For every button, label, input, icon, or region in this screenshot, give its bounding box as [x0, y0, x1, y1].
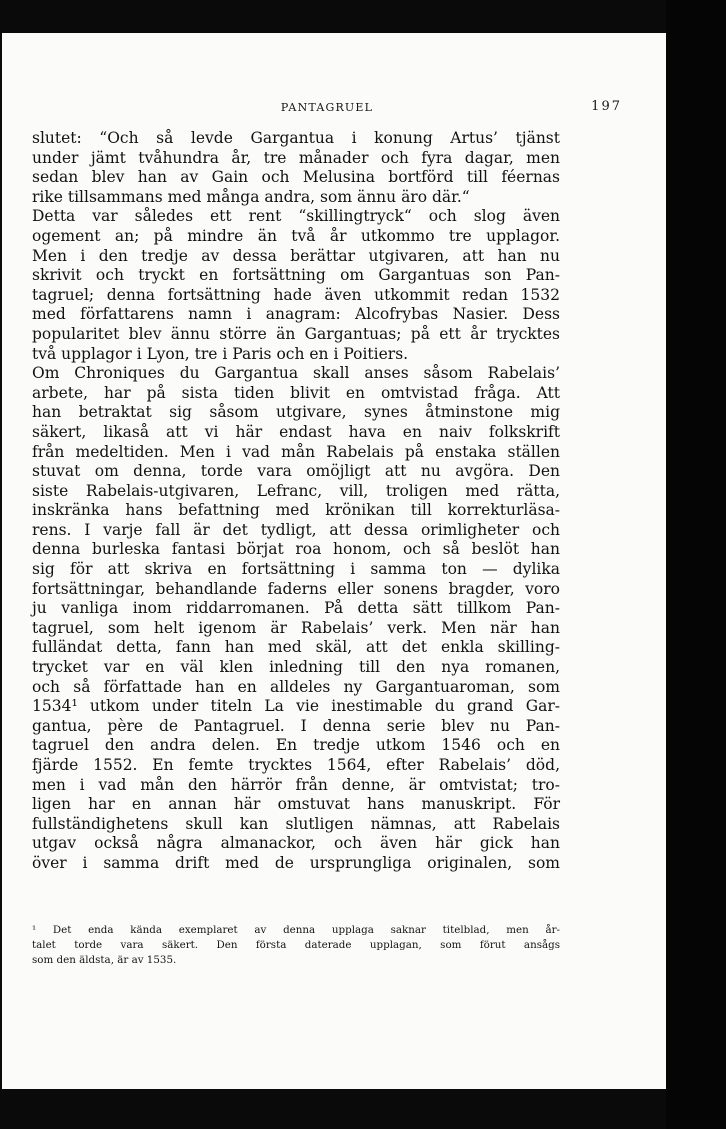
text-line: ligen har en annan här omstuvat hans manuskript. För: [32, 795, 560, 814]
text-line: rike tillsammans med många andra, som ännu äro där.“: [32, 187, 470, 206]
book-page: [2, 33, 666, 1089]
text-line: ju vanliga inom riddarromanen. På detta sätt tillkom Pan-: [32, 599, 560, 618]
footnote-line: som den äldsta, är av 1535.: [32, 954, 177, 966]
text-line: säkert, likaså att vi här endast hava en naiv folkskrift: [32, 422, 560, 441]
text-line: slutet: “Och så levde Gargantua i konung Artus’ tjänst: [32, 129, 560, 147]
text-line: 1534¹ utkom under titeln La vie inestimable du grand Gar-: [32, 697, 560, 716]
text-line: tagruel, som helt igenom är Rabelais’ verk. Men när han: [32, 618, 560, 637]
text-line: inskränka hans befattning med krönikan till korrekturläsa-: [32, 501, 560, 520]
text-line: siste Rabelais-utgivaren, Lefranc, vill, troligen med rätta,: [32, 481, 560, 500]
text-line: Detta var således ett rent “skillingtryck“ och slog även: [32, 207, 560, 226]
text-line: fullständighetens skull kan slutligen nämnas, att Rabelais: [32, 814, 560, 833]
text-line: över i samma drift med de ursprungliga originalen, som: [32, 853, 560, 872]
text-line: stuvat om denna, torde vara omöjligt att nu avgöra. Den: [32, 462, 560, 481]
text-line: fjärde 1552. En femte trycktes 1564, efter Rabelais’ död,: [32, 756, 560, 774]
footnote-line: ¹ Det enda kända exemplaret av denna upplaga saknar titelblad, men år-: [32, 924, 560, 936]
text-line: med författarens namn i anagram: Alcofrybas Nasier. Dess: [32, 305, 560, 324]
text-line: från medeltiden. Men i vad mån Rabelais på enstaka ställen: [32, 442, 560, 461]
page-header: [32, 99, 622, 115]
text-line: fortsättningar, behandlande faderns eller sonens bragder, voro: [32, 579, 560, 598]
text-line: popularitet blev ännu större än Gargantuas; på ett år trycktes: [32, 324, 560, 343]
text-line: men i vad mån den härrör från denne, är omtvistat; tro-: [32, 775, 560, 794]
scan-border: [666, 0, 726, 1129]
page-number: 197: [591, 99, 622, 114]
text-line: sedan blev han av Gain och Melusina bortförd till féernas: [32, 168, 560, 187]
text-line: Om Chroniques du Gargantua skall anses såsom Rabelais’: [32, 364, 560, 383]
text-line: ogement an; på mindre än två år utkommo tre upplagor.: [32, 226, 560, 245]
text-line: två upplagor i Lyon, tre i Paris och en i Poitiers.: [32, 344, 409, 363]
text-line: tagruel; denna fortsättning hade även utkommit redan 1532: [32, 285, 560, 304]
footnote-line: talet torde vara säkert. Den första daterade upplagan, som förut ansågs: [32, 939, 560, 951]
text-line: under jämt tvåhundra år, tre månader och fyra dagar, men: [32, 148, 560, 167]
text-line: gantua, père de Pantagruel. I denna serie blev nu Pan-: [32, 716, 560, 735]
text-line: utgav också några almanackor, och även här gick han: [32, 834, 560, 853]
running-title: PANTAGRUEL: [280, 101, 374, 114]
body-text: [32, 129, 560, 874]
text-line: trycket var en väl klen inledning till den nya romanen,: [32, 658, 560, 677]
text-line: rens. I varje fall är det tydligt, att dessa orimligheter och: [32, 520, 560, 539]
text-line: sig för att skriva en fortsättning i samma ton — dylika: [32, 560, 560, 579]
text-line: Men i den tredje av dessa berättar utgivaren, att han nu: [32, 246, 560, 265]
footnote: [32, 923, 560, 968]
text-line: arbete, har på sista tiden blivit en omtvistad fråga. Att: [32, 383, 560, 402]
text-line: denna burleska fantasi börjat roa honom, och så beslöt han: [32, 540, 560, 559]
text-line: skrivit och tryckt en fortsättning om Gargantuas son Pan-: [32, 266, 560, 285]
text-line: han betraktat sig såsom utgivare, synes åtminstone mig: [32, 403, 560, 422]
text-line: och så författade han en alldeles ny Gargantuaroman, som: [32, 677, 560, 696]
text-line: fulländat detta, fann han med skäl, att det enkla skilling-: [32, 638, 560, 657]
text-line: tagruel den andra delen. En tredje utkom 1546 och en: [32, 736, 560, 755]
